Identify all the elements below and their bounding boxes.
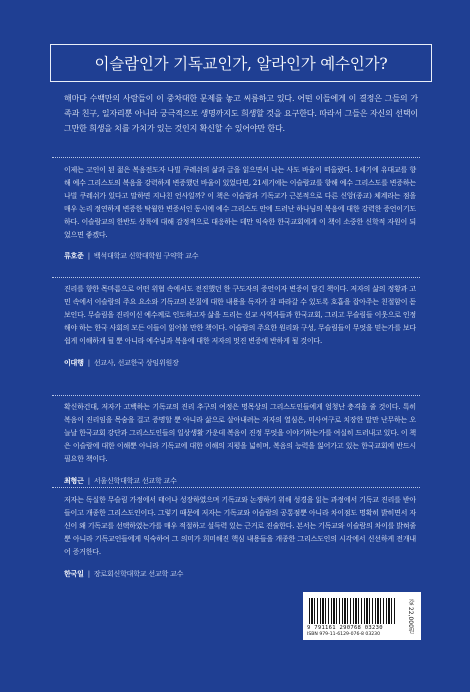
isbn-number: ISBN 979-11-6129-076-8 03230 [307, 632, 381, 637]
divider [52, 487, 420, 488]
lead-paragraph: 해마다 수백만의 사람들이 이 중차대한 문제를 놓고 씨름하고 있다. 어떤 이들에게 이 결정은 그들의 가족과 친구, 일자리뿐 아니라 궁극적으로 생명까지도 희생할 것을 요구한다. 따라서 그들은 자신의 선택이 그만한 희생을 치를 가치가 있는 것인지 확신할 수 있어야만 한다. [64, 94, 418, 133]
review-text: 이제는 고인이 된 젊은 복음전도자 나빌 쿠레쉬의 삶과 글을 읽으면서 나는 사도 바울이 떠올랐다. 1세기에 유대교를 향해 예수 그리스도의 복음을 강력하게 변증했던 바울이 있었다면, 21세기에는 이슬람교를 향해 예수 그리스도를 변증하는 나빌 쿠레쉬가 있다고 말하면 지나친 언사일까? 이 책은 이슬람과 기독교가 근본적으로 다른 신앙(종교) 체계라는 점을 매우 논리 정연하게 변증한 탁월한 변증서인 동시에 예수 그리스도 안에 드러난 하나님의 복음에 대한 강력한 증언이기도 하다. 이슬람교의 한반도 상륙에 대해 감정적으로 대응하는 데만 익숙한 한국교회에게 이 책이 소중한 신학적 자원이 되었으면 좋겠다. [64, 166, 416, 239]
divider [52, 395, 420, 396]
separator: | [87, 358, 90, 367]
isbn-barcode [303, 592, 421, 640]
review-1 [64, 164, 416, 263]
review-author [64, 357, 416, 370]
barcode-bars [309, 598, 395, 624]
review-text: 진리를 향한 목마름으로 어떤 위협 속에서도 전진했던 한 구도자의 증언이자 변증이 담긴 책이다. 저자의 삶의 정황과 고민 속에서 이슬람의 주요 요소와 기독교의 본질에 대한 내용을 독자가 잘 따라갈 수 있도록 호흡을 잡아주는 친절함이 돋보인다. 무슬림을 진리이신 예수께로 인도하고자 삶을 드리는 선교 사역자들과 한국교회, 그리고 무슬림들 이웃으로 인정해야 하는 한국 사회의 모든 이들이 읽어볼 만한 책이다. 이슬람의 주요한 원리와 구성, 무슬림들이 무엇을 믿는가를 보다 쉽게 이해하게 될 뿐 아니라 예수님과 복음에 대한 저자의 멋진 변증에 반하게 될 것이다. [64, 285, 416, 345]
reviewer-name: 류호준 [64, 252, 84, 261]
reviewer-affiliation: 백석대학교 신학대학원 구약학 교수 [93, 252, 199, 261]
reviewer-affiliation: 서울신학대학교 선교학 교수 [93, 476, 177, 485]
review-3 [64, 401, 416, 487]
reviewer-affiliation: 장로회신학대학교 선교학 교수 [93, 569, 184, 578]
review-author [64, 568, 416, 581]
review-author [64, 250, 416, 263]
review-text: 저자는 독실한 무슬림 가정에서 태어나 성장하였으며 기독교와 논쟁하기 위해 성경을 읽는 과정에서 기독교 진리를 받아들이고 개종한 그리스도인이다. 그렇기 때문에 저자는 기독교와 이슬람의 공통점뿐 아니라 차이점도 명확히 밝히면서 자신이 왜 기독교를 선택하였는가를 매우 적절하고 설득력 있는 근거로 진술한다. 본서는 기독교와 이슬람의 차이를 밝혀줄 뿐 아니라 기독교인들에게 익숙하여 그 의미가 희미해진 핵심 내용들을 개종한 그리스도인의 시각에서 신선하게 전개내어 증거한다. [64, 496, 416, 556]
review-4 [64, 494, 416, 580]
reviewer-name: 한국일 [64, 569, 84, 578]
separator: | [87, 252, 90, 261]
review-2 [64, 283, 416, 369]
cover-title: 이슬람인가 기독교인가, 알라인가 예수인가? [50, 44, 432, 82]
reviewer-name: 이대행 [64, 358, 84, 367]
review-text: 확신하건대, 저자가 고백하는 기독교의 진리 추구의 여정은 명목상의 그리스도인들에게 엄청난 충격을 줄 것이다. 특히 복음이 진리임을 목숨을 걸고 증명할 뿐 아니라 삶으로 살아내려는 저자의 열심은, 미사여구로 치장한 말만 난무하는 오늘날 한국교회 강단과 그리스도인들의 일상생활 가운데 복음이 진정 무엇을 이야기하는가를 여실히 드러내고 있다. 이 책은 이슬람에 대한 이해뿐 아니라 기독교에 대한 이해의 지평을 넓히며, 복음의 능력을 잃어가고 있는 한국교회에 반드시 필요한 책이다. [64, 403, 416, 463]
price-label: 값 22,000원 [407, 598, 414, 634]
divider [52, 277, 420, 278]
reviewer-name: 최형근 [64, 476, 84, 485]
separator: | [87, 569, 90, 578]
reviewer-affiliation: 선교사, 선교한국 상임위원장 [93, 358, 179, 367]
divider [52, 157, 420, 158]
separator: | [87, 476, 90, 485]
review-author [64, 475, 416, 488]
barcode-digits: 9 791161 290768 03230 [307, 625, 383, 631]
